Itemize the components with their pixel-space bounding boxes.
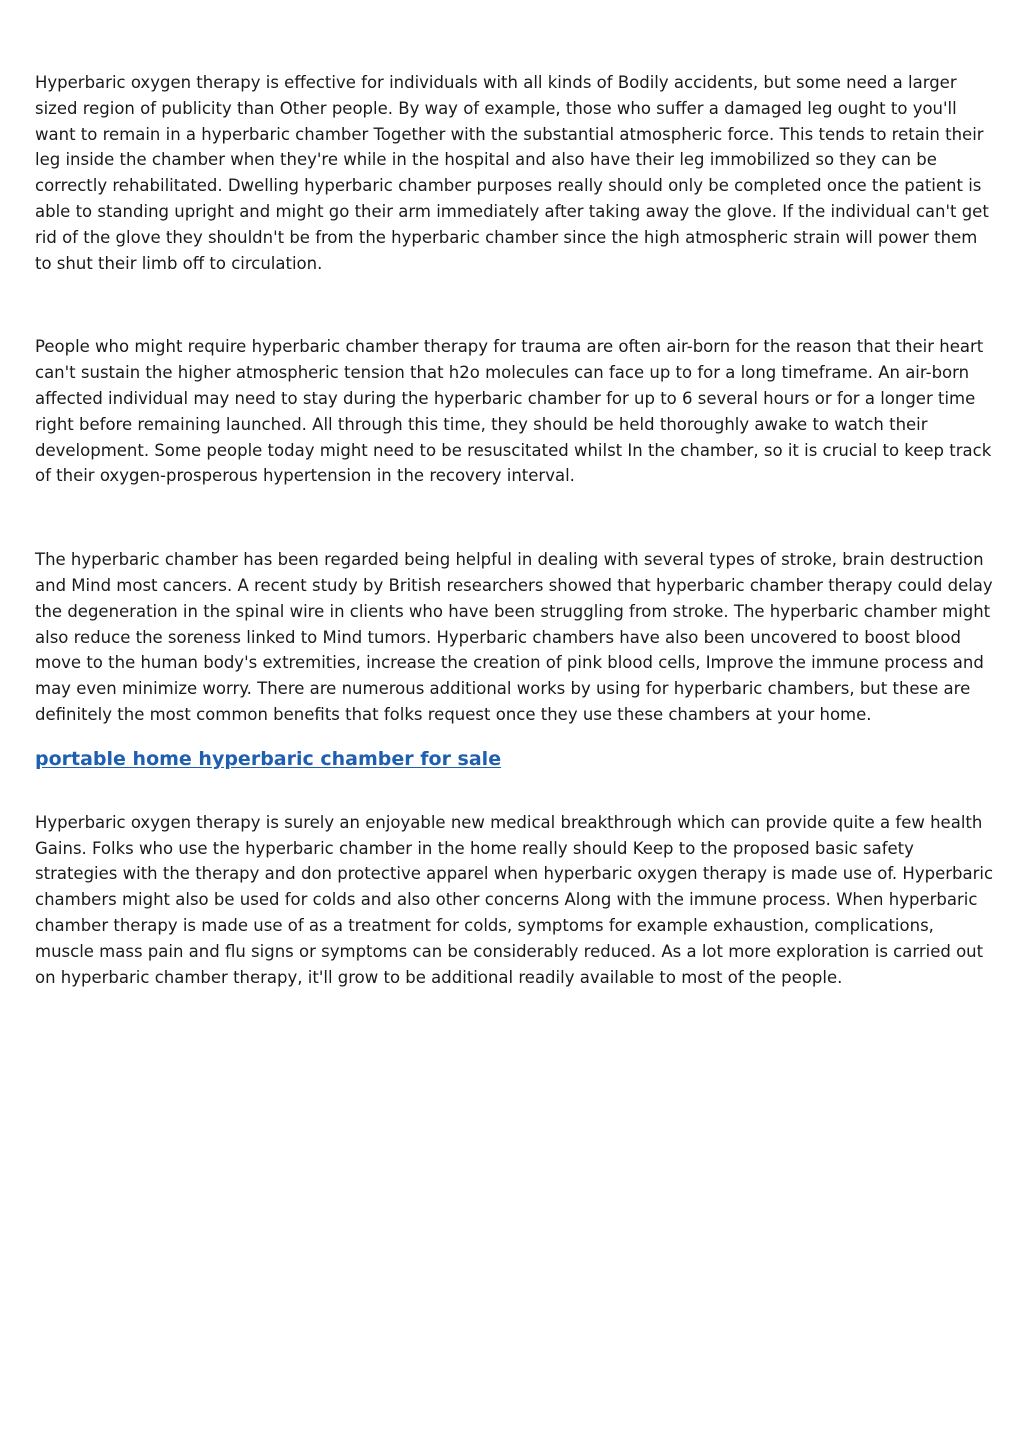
document-page bbox=[35, 70, 995, 990]
paragraph-4: Hyperbaric oxygen therapy is surely an enjoyable new medical breakthrough which can provide quite a few health Gains. Folks who use the hyperbaric chamber in the home really should Keep to the proposed basic safety strategies with the therapy and don protective apparel when hyperbaric oxygen therapy is made use of. Hyperbaric chambers might also be used for colds and also other concerns Along with the immune process. When hyperbaric chamber therapy is made use of as a treatment for colds, symptoms for example exhaustion, complications, muscle mass pain and flu signs or symptoms can be considerably reduced. As a lot more exploration is carried out on hyperbaric chamber therapy, it'll grow to be additional readily available to most of the people. bbox=[35, 812, 994, 987]
paragraph-3: The hyperbaric chamber has been regarded being helpful in dealing with several types of stroke, brain destruction and Mind most cancers. A recent study by British researchers showed that hyperbaric chamber therapy could delay the degeneration in the spinal wire in clients who have been struggling from stroke. The hyperbaric chamber might also reduce the soreness linked to Mind tumors. Hyperbaric chambers have also been uncovered to boost blood move to the human body's extremities, increase the creation of pink blood cells, Improve the immune process and may even minimize worry. There are numerous additional works by using for hyperbaric chambers, but these are definitely the most common benefits that folks request once they use these chambers at your home. bbox=[35, 550, 993, 724]
link-heading bbox=[35, 746, 995, 772]
paragraph-1: Hyperbaric oxygen therapy is effective for individuals with all kinds of Bodily accidents, but some need a larger sized region of publicity than Other people. By way of example, those who suffer a damaged leg ought to you'll want to remain in a hyperbaric chamber Together with the substantial atmospheric force. This tends to retain their leg inside the chamber when they're while in the hospital and also have their leg immobilized so they can be correctly rehabilitated. Dwelling hyperbaric chamber purposes really should only be completed once the patient is able to standing upright and might go their arm immediately after taking away the glove. If the individual can't get rid of the glove they shouldn't be from the hyperbaric chamber since the high atmospheric strain will power them to shut their limb off to circulation. bbox=[35, 73, 989, 273]
portable-chamber-link[interactable]: portable home hyperbaric chamber for sale bbox=[35, 747, 502, 770]
paragraph-2: People who might require hyperbaric chamber therapy for trauma are often air-born for the reason that their heart can't sustain the higher atmospheric tension that h2o molecules can face up to for a long timeframe. An air-born affected individual may need to stay during the hyperbaric chamber for up to 6 several hours or for a longer time right before remaining launched. All through this time, they should be held thoroughly awake to watch their development. Some people today might need to be resuscitated whilst In the chamber, so it is crucial to keep track of their oxygen-prosperous hypertension in the recovery interval. bbox=[35, 337, 992, 486]
